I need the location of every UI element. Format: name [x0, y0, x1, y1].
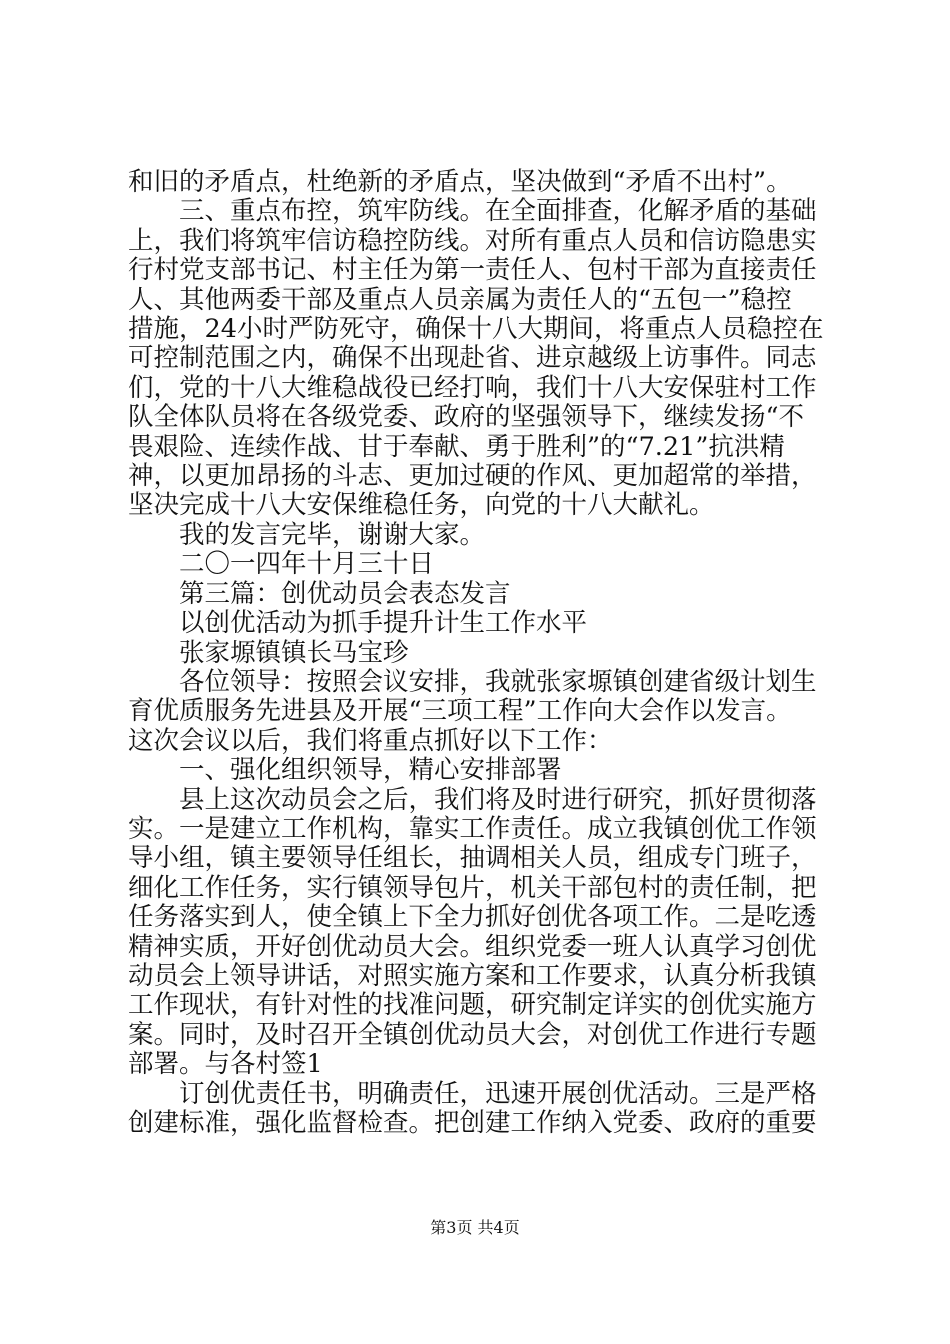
text-line: 畏艰险、连续作战、甘于奉献、勇于胜利”的“7.21”抗洪精 [128, 431, 785, 462]
text-line: 神，以更加昂扬的斗志、更加过硬的作风、更加超常的举措， [128, 461, 817, 492]
text-line: 部署。与各村签1 [128, 1049, 323, 1080]
page-footer: 第3页 共4页 [430, 1218, 520, 1237]
text-line: 细化工作任务，实行镇领导包片，机关干部包村的责任制，把 [128, 872, 817, 903]
subheading: 一、强化组织领导，精心安排部署 [179, 755, 562, 786]
text-line: 人、其他两委干部及重点人员亲属为责任人的“五包一”稳控 [128, 284, 792, 315]
text-line: 育优质服务先进县及开展“三项工程”工作向大会作以发言。 [128, 696, 792, 727]
text-line: 动员会上领导讲话，对照实施方案和工作要求，认真分析我镇 [128, 960, 817, 991]
document-body [128, 168, 828, 1138]
text-line: 县上这次动员会之后，我们将及时进行研究，抓好贯彻落 [179, 784, 817, 815]
section-heading: 第三篇：创优动员会表态发言 [179, 578, 511, 609]
text-line: 我的发言完毕，谢谢大家。 [179, 519, 486, 550]
text-line: 和旧的矛盾点，杜绝新的矛盾点，坚决做到“矛盾不出村”。 [128, 167, 792, 197]
text-line: 精神实质，开好创优动员大会。组织党委一班人认真学习创优 [128, 931, 817, 962]
text-line: 们，党的十八大维稳战役已经打响，我们十八大安保驻村工作 [128, 372, 817, 403]
text-line: 措施，24小时严防死守，确保十八大期间，将重点人员稳控在 [128, 314, 824, 345]
text-line: 工作现状，有针对性的找准问题，研究制定详实的创优实施方 [128, 990, 817, 1021]
text-line: 三、重点布控，筑牢防线。在全面排查，化解矛盾的基础 [179, 196, 817, 227]
text-line: 可控制范围之内，确保不出现赴省、进京越级上访事件。同志 [128, 343, 817, 374]
text-line: 坚决完成十八大安保维稳任务，向党的十八大献礼。 [128, 490, 715, 521]
text-line: 队全体队员将在各级党委、政府的坚强领导下，继续发扬“不 [128, 402, 805, 433]
text-line: 导小组，镇主要领导任组长，抽调相关人员，组成专门班子， [128, 843, 817, 874]
text-line: 任务落实到人，使全镇上下全力抓好创优各项工作。二是吃透 [128, 902, 817, 933]
text-line: 案。同时，及时召开全镇创优动员大会，对创优工作进行专题 [128, 1019, 817, 1050]
text-line: 这次会议以后，我们将重点抓好以下工作： [128, 725, 613, 756]
text-line: 各位领导：按照会议安排，我就张家塬镇创建省级计划生 [179, 666, 817, 697]
text-line: 创建标准，强化监督检查。把创建工作纳入党委、政府的重要 [128, 1108, 817, 1138]
text-line: 上，我们将筑牢信访稳控防线。对所有重点人员和信访隐患实 [128, 225, 817, 256]
text-line: 实。一是建立工作机构，靠实工作责任。成立我镇创优工作领 [128, 813, 817, 844]
text-line: 行村党支部书记、村主任为第一责任人、包村干部为直接责任 [128, 255, 817, 286]
text-line: 订创优责任书，明确责任，迅速开展创优活动。三是严格 [179, 1078, 817, 1109]
date-line: 二〇一四年十月三十日 [179, 549, 435, 580]
speech-title: 以创优活动为抓手提升计生工作水平 [179, 608, 588, 639]
speaker-line: 张家塬镇镇长马宝珍 [179, 637, 409, 668]
